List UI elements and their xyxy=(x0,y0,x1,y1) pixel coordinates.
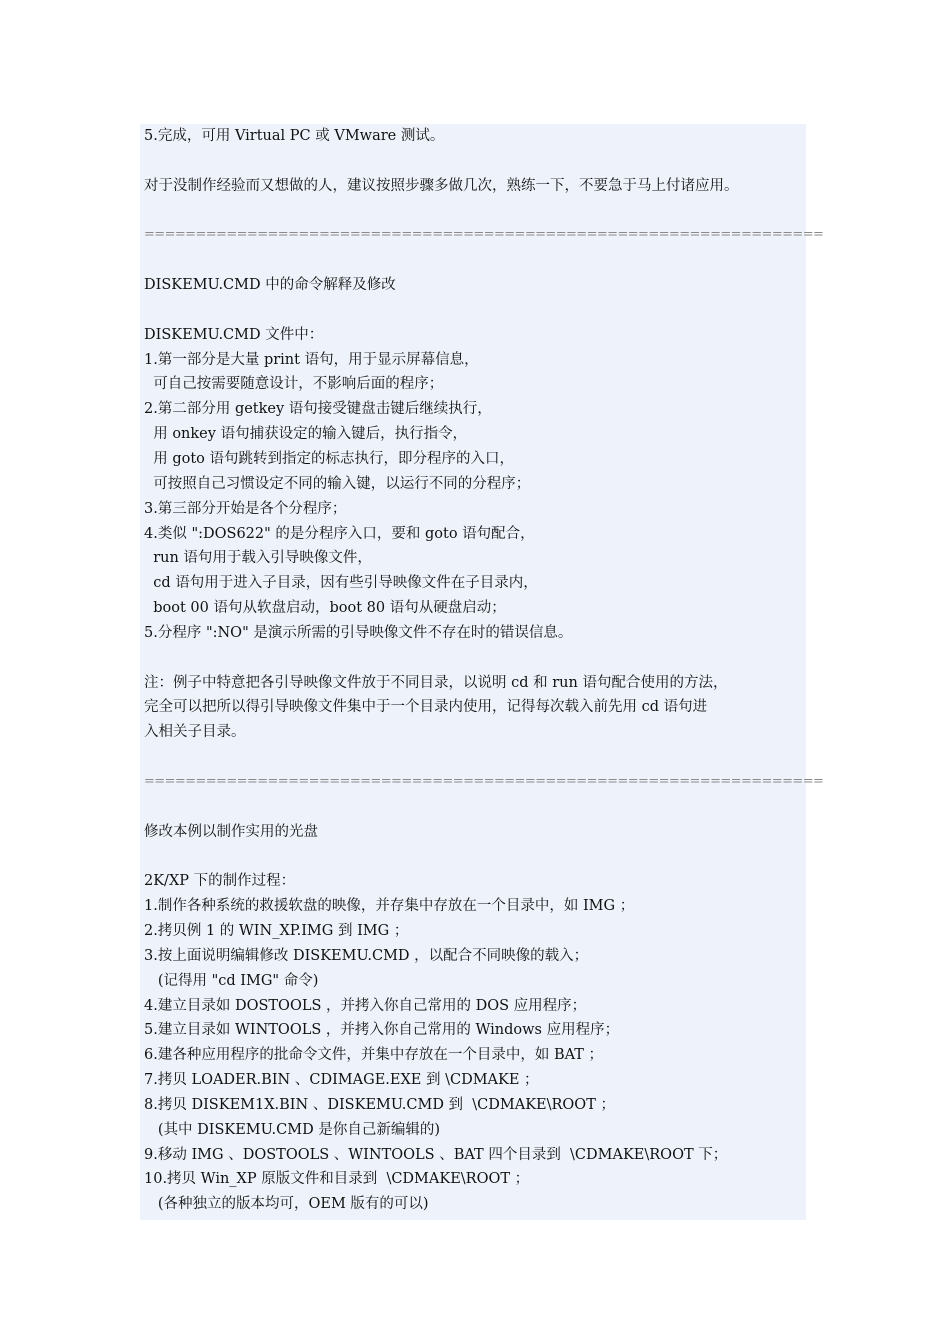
text-line: 4.建立目录如 DOSTOOLS ，并拷入你自己常用的 DOS 应用程序； xyxy=(144,997,587,1014)
text-line: 用 goto 语句跳转到指定的标志执行，即分程序的入口， xyxy=(144,450,515,467)
text-line: run 语句用于载入引导映像文件， xyxy=(144,550,372,567)
text-line: cd 语句用于进入子目录，因有些引导映像文件在子目录内， xyxy=(144,575,538,592)
text-line: 7.拷贝 LOADER.BIN 、CDIMAGE.EXE 到 \CDMAKE ； xyxy=(144,1072,539,1089)
text-line: (其中 DISKEMU.CMD 是你自己新编辑的) xyxy=(144,1121,440,1138)
blank-line xyxy=(144,745,808,770)
text-line: 10.拷贝 Win_XP 原版文件和目录到 \CDMAKE\ROOT ； xyxy=(144,1171,530,1188)
text-line: DISKEMU.CMD 中的命令解释及修改 xyxy=(144,277,396,294)
text-line: boot 00 语句从软盘启动，boot 80 语句从硬盘启动； xyxy=(144,600,506,617)
document-body xyxy=(144,124,824,1217)
text-line: 5.建立目录如 WINTOOLS ，并拷入你自己常用的 Windows 应用程序； xyxy=(144,1022,620,1039)
blank-line xyxy=(144,844,808,869)
text-line: 对于没制作经验而又想做的人，建议按照步骤多做几次，熟练一下，不要急于马上付诸应用。 xyxy=(144,177,739,194)
text-line: 5.完成，可用 Virtual PC 或 VMware 测试。 xyxy=(144,128,445,144)
text-line: 完全可以把所以得引导映像文件集中于一个目录内使用，记得每次载入前先用 cd 语句进 xyxy=(144,699,708,716)
separator-rule: ================================================================== xyxy=(144,773,824,789)
blank-line xyxy=(144,248,808,273)
separator-rule: ================================================================== xyxy=(144,227,824,243)
text-line: 2.拷贝例 1 的 WIN_XP.IMG 到 IMG ； xyxy=(144,923,409,939)
blank-line xyxy=(144,199,808,224)
blank-line xyxy=(144,795,808,820)
text-line: 可按照自己习惯设定不同的输入键，以运行不同的分程序； xyxy=(144,475,531,492)
text-line: 用 onkey 语句捕获设定的输入键后，执行指令， xyxy=(144,426,468,443)
text-line: 2.第二部分用 getkey 语句接受键盘击键后继续执行， xyxy=(144,401,492,418)
text-line: 4.类似 ":DOS622" 的是分程序入口，要和 goto 语句配合， xyxy=(144,525,535,542)
text-line: 修改本例以制作实用的光盘 xyxy=(144,823,318,840)
text-line: 3.按上面说明编辑修改 DISKEMU.CMD ，以配合不同映像的载入； xyxy=(144,947,589,964)
text-line: (各种独立的版本均可，OEM 版有的可以) xyxy=(144,1196,429,1213)
blank-line xyxy=(144,298,808,323)
text-line: 8.拷贝 DISKEM1X.BIN 、DISKEMU.CMD 到 \CDMAKE\ROOT ； xyxy=(144,1096,615,1113)
text-line: 入相关子目录。 xyxy=(144,724,246,741)
text-line: 2K/XP 下的制作过程： xyxy=(144,873,296,890)
text-line: 3.第三部分开始是各个分程序； xyxy=(144,500,347,517)
text-line: (记得用 "cd IMG" 命令) xyxy=(144,972,319,989)
text-line: 5.分程序 ":NO" 是演示所需的引导映像文件不存在时的错误信息。 xyxy=(144,624,573,641)
text-line: 1.制作各种系统的救援软盘的映像，并存集中存放在一个目录中，如 IMG ； xyxy=(144,898,635,915)
blank-line xyxy=(144,646,808,671)
text-line: 1.第一部分是大量 print 语句，用于显示屏幕信息， xyxy=(144,351,479,368)
text-line: 可自己按需要随意设计，不影响后面的程序； xyxy=(144,376,444,393)
text-line: 6.建各种应用程序的批命令文件，并集中存放在一个目录中，如 BAT ； xyxy=(144,1047,604,1064)
text-line: 9.移动 IMG 、DOSTOOLS 、WINTOOLS 、BAT 四个目录到 \CDMAKE\ROOT 下； xyxy=(144,1146,728,1163)
text-line: 注：例子中特意把各引导映像文件放于不同目录，以说明 cd 和 run 语句配合使用的方法， xyxy=(144,674,728,691)
text-line: DISKEMU.CMD 文件中： xyxy=(144,326,324,343)
blank-line xyxy=(144,149,808,174)
